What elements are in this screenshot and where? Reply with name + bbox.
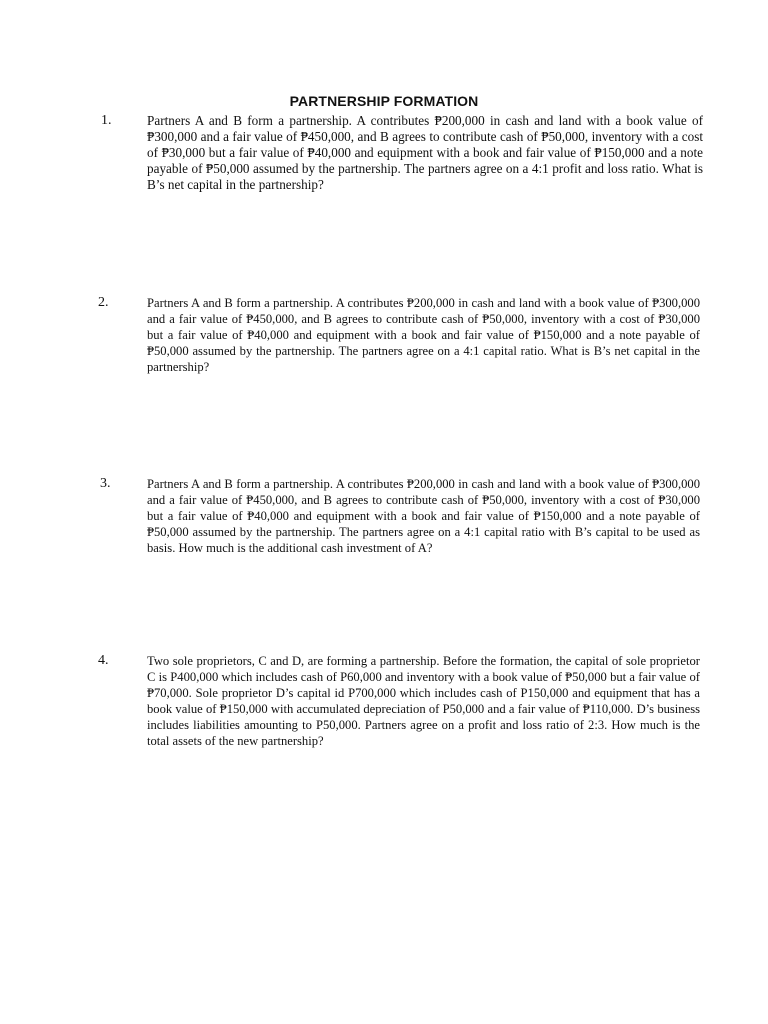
page-title: PARTNERSHIP FORMATION bbox=[289, 93, 479, 109]
question-number: 2. bbox=[98, 295, 109, 310]
question-number: 1. bbox=[101, 113, 112, 128]
question-number: 4. bbox=[98, 653, 109, 668]
question-text: Two sole proprietors, C and D, are forming a partnership. Before the formation, the capital of sole proprietor C is P400,000 which includes cash of P60,000 and inventory with a book value of ₱50,000 but a fair value of ₱70,000. Sole proprietor D’s capital id P700,000 which includes cash of P150,000 and equipment that has a book value of ₱150,000 with accumulated depreciation of P50,000 and a fair value of ₱110,000. D’s business includes liabilities amounting to P50,000. Partners agree on a profit and loss ratio of 2:3. How much is the total assets of the new partnership? bbox=[147, 654, 700, 748]
question-text: Partners A and B form a partnership. A contributes ₱200,000 in cash and land with a book value of ₱300,000 and a fair value of ₱450,000, and B agrees to contribute cash of ₱50,000, inventory with a cost of ₱30,000 but a fair value of ₱40,000 and equipment with a book and fair value of ₱150,000 and a note payable of ₱50,000 assumed by the partnership. The partners agree on a 4:1 profit and loss ratio. What is B’s net capital in the partnership? bbox=[147, 113, 703, 192]
question-text: Partners A and B form a partnership. A contributes ₱200,000 in cash and land with a book value of ₱300,000 and a fair value of ₱450,000, and B agrees to contribute cash of ₱50,000, inventory with a cost of ₱30,000 but a fair value of ₱40,000 and equipment with a book and fair value of ₱150,000 and a note payable of ₱50,000 assumed by the partnership. The partners agree on a 4:1 capital ratio. What is B’s net capital in the partnership? bbox=[147, 296, 700, 374]
question-text: Partners A and B form a partnership. A contributes ₱200,000 in cash and land with a book value of ₱300,000 and a fair value of ₱450,000, and B agrees to contribute cash of ₱50,000, inventory with a cost of ₱30,000 but a fair value of ₱40,000 and equipment with a book and fair value of ₱150,000 and a note payable of ₱50,000 assumed by the partnership. The partners agree on a 4:1 capital ratio with B’s capital to be used as basis. How much is the additional cash investment of A? bbox=[147, 477, 700, 555]
question-number: 3. bbox=[100, 476, 111, 491]
